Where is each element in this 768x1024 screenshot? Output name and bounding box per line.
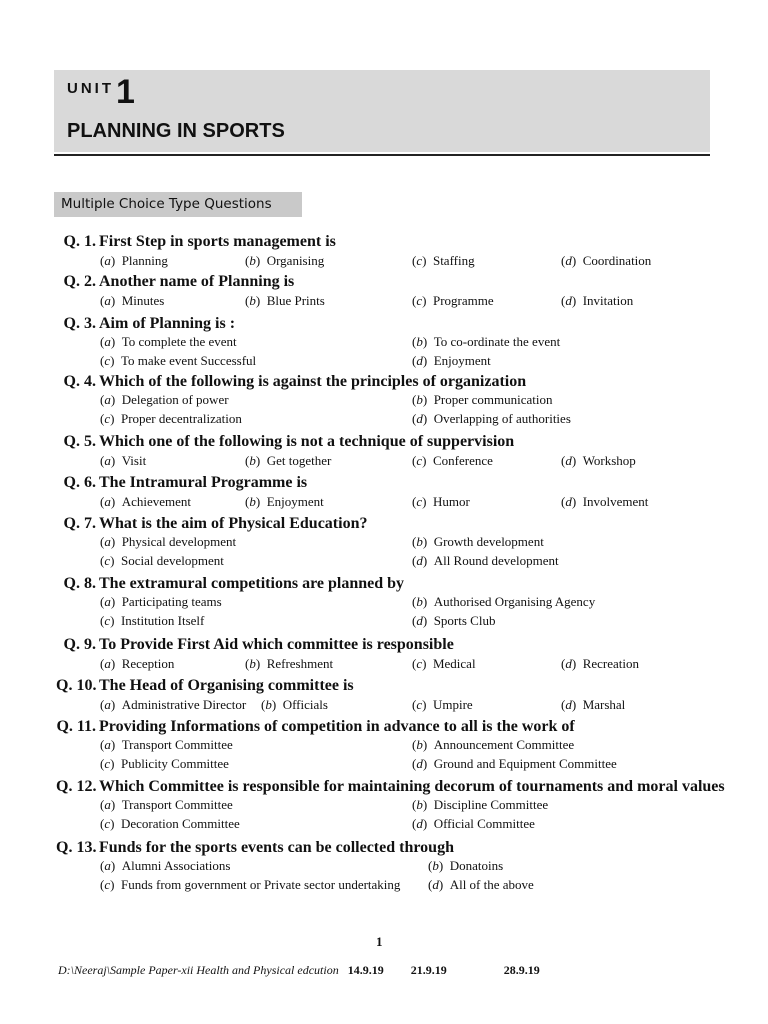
option-letter: b: [416, 737, 423, 752]
option-text: Blue Prints: [266, 293, 325, 308]
option-text: Invitation: [582, 293, 634, 308]
option-text: Administrative Director: [121, 697, 247, 712]
option-letter: d: [416, 756, 423, 771]
option-c: (c) Publicity Committee: [100, 756, 229, 771]
option-text: Medical: [432, 656, 476, 671]
option-text: To make event Successful: [120, 353, 257, 368]
unit-title: PLANNING IN SPORTS: [67, 120, 285, 142]
question-text: What is the aim of Physical Education?: [99, 515, 368, 532]
option-b: (b) Refreshment: [245, 656, 334, 671]
option-a: (a) Visit: [100, 453, 147, 468]
option-b: (b) Get together: [245, 453, 332, 468]
option-letter: b: [416, 534, 423, 549]
option-b: (b) Discipline Committee: [412, 797, 549, 812]
option-a: (a) Achievement: [100, 494, 191, 509]
option-text: Reception: [121, 656, 175, 671]
question-number: Q. 13.: [56, 839, 97, 856]
option-text: Transport Committee: [121, 797, 233, 812]
option-letter: c: [104, 553, 111, 568]
option-text: Physical development: [121, 534, 237, 549]
option-text: Visit: [121, 453, 147, 468]
option-text: Enjoyment: [433, 353, 491, 368]
option-text: Conference: [432, 453, 493, 468]
option-a: (a) Administrative Director: [100, 697, 247, 712]
option-letter: c: [416, 453, 423, 468]
option-text: All of the above: [449, 877, 534, 892]
option-b: (b) Blue Prints: [245, 293, 325, 308]
option-a: (a) Alumni Associations: [100, 858, 231, 873]
option-d: (d) Official Committee: [412, 816, 535, 831]
option-text: Minutes: [121, 293, 165, 308]
option-letter: d: [416, 613, 423, 628]
option-letter: c: [104, 411, 111, 426]
question-text: Another name of Planning is: [99, 273, 295, 290]
option-text: Funds from government or Private sector undertaking: [120, 877, 401, 892]
option-text: All Round development: [433, 553, 559, 568]
option-letter: c: [104, 353, 111, 368]
header-rule: [54, 154, 710, 156]
question-text: First Step in sports management is: [99, 233, 336, 250]
section-heading: Multiple Choice Type Questions: [54, 192, 302, 217]
option-text: Ground and Equipment Committee: [433, 756, 617, 771]
option-d: (d) Coordination: [561, 253, 652, 268]
option-letter: a: [104, 858, 111, 873]
question-number: Q. 3.: [63, 315, 96, 332]
option-text: Social development: [120, 553, 224, 568]
option-letter: c: [416, 494, 423, 509]
option-b: (b) Authorised Organising Agency: [412, 594, 596, 609]
option-a: (a) To complete the event: [100, 334, 237, 349]
option-letter: b: [249, 453, 256, 468]
option-c: (c) Decoration Committee: [100, 816, 240, 831]
option-letter: d: [432, 877, 439, 892]
question-text: Which one of the following is not a technique of suppervision: [99, 433, 515, 450]
option-letter: c: [416, 253, 423, 268]
option-letter: c: [104, 756, 111, 771]
footer-date-1: 14.9.19: [347, 963, 384, 977]
option-letter: c: [416, 697, 423, 712]
option-c: (c) Social development: [100, 553, 224, 568]
option-a: (a) Minutes: [100, 293, 165, 308]
option-letter: a: [104, 594, 111, 609]
option-text: Involvement: [582, 494, 649, 509]
page-footer: [58, 963, 540, 978]
option-text: Recreation: [582, 656, 639, 671]
option-letter: d: [565, 494, 572, 509]
option-letter: c: [104, 613, 111, 628]
option-letter: b: [416, 392, 423, 407]
option-b: (b) Enjoyment: [245, 494, 324, 509]
option-c: (c) Humor: [412, 494, 470, 509]
option-text: Officials: [282, 697, 328, 712]
option-letter: d: [565, 453, 572, 468]
unit-label: UNIT: [67, 80, 114, 97]
question-number: Q. 7.: [63, 515, 96, 532]
option-text: Participating teams: [121, 594, 222, 609]
option-text: Donatoins: [449, 858, 504, 873]
option-text: Proper decentralization: [120, 411, 242, 426]
question-text: The Head of Organising committee is: [99, 677, 354, 694]
question-text: Providing Informations of competition in advance to all is the work of: [99, 718, 575, 735]
option-letter: a: [104, 334, 111, 349]
option-c: (c) Proper decentralization: [100, 411, 242, 426]
question-number: Q. 5.: [63, 433, 96, 450]
option-letter: a: [104, 293, 111, 308]
option-b: (b) Proper communication: [412, 392, 553, 407]
option-text: Transport Committee: [121, 737, 233, 752]
option-c: (c) Funds from government or Private sector undertaking: [100, 877, 401, 892]
option-text: Discipline Committee: [433, 797, 549, 812]
option-letter: a: [104, 494, 111, 509]
page-number: 1: [376, 934, 383, 949]
option-text: Planning: [121, 253, 168, 268]
option-letter: a: [104, 737, 111, 752]
option-text: Announcement Committee: [433, 737, 575, 752]
option-letter: d: [416, 411, 423, 426]
option-b: (b) Announcement Committee: [412, 737, 575, 752]
option-letter: d: [565, 656, 572, 671]
option-letter: b: [416, 797, 423, 812]
option-text: Coordination: [582, 253, 652, 268]
option-d: (d) Marshal: [561, 697, 626, 712]
option-a: (a) Physical development: [100, 534, 237, 549]
question-text: To Provide First Aid which committee is responsible: [99, 636, 454, 653]
option-text: To co-ordinate the event: [433, 334, 561, 349]
option-d: (d) Overlapping of authorities: [412, 411, 571, 426]
option-text: Marshal: [582, 697, 626, 712]
option-letter: c: [104, 816, 111, 831]
option-letter: d: [416, 816, 423, 831]
question-text: Which of the following is against the principles of organization: [99, 373, 527, 390]
option-letter: b: [416, 594, 423, 609]
question-number: Q. 8.: [63, 575, 96, 592]
option-c: (c) Umpire: [412, 697, 473, 712]
option-d: (d) Invitation: [561, 293, 634, 308]
question-text: The Intramural Programme is: [99, 474, 308, 491]
option-text: Alumni Associations: [121, 858, 231, 873]
option-text: Umpire: [432, 697, 473, 712]
option-letter: a: [104, 392, 111, 407]
option-letter: a: [104, 656, 111, 671]
option-a: (a) Delegation of power: [100, 392, 229, 407]
question-text: Aim of Planning is :: [99, 315, 236, 332]
footer-date-2: 21.9.19: [410, 963, 447, 977]
option-letter: d: [416, 553, 423, 568]
question-number: Q. 9.: [63, 636, 96, 653]
footer-date-3: 28.9.19: [503, 963, 540, 977]
question-text: Which Committee is responsible for maintaining decorum of tournaments and moral values: [99, 778, 725, 795]
option-text: Organising: [266, 253, 325, 268]
option-text: Institution Itself: [120, 613, 205, 628]
option-text: Staffing: [432, 253, 475, 268]
option-a: (a) Transport Committee: [100, 797, 233, 812]
option-text: Achievement: [121, 494, 191, 509]
option-letter: d: [416, 353, 423, 368]
question-number: Q. 6.: [63, 474, 96, 491]
option-letter: b: [432, 858, 439, 873]
option-letter: b: [416, 334, 423, 349]
question-text: Funds for the sports events can be collected through: [99, 839, 454, 856]
option-letter: c: [416, 293, 423, 308]
option-text: Decoration Committee: [120, 816, 240, 831]
option-letter: c: [104, 877, 111, 892]
option-text: Proper communication: [433, 392, 553, 407]
option-letter: a: [104, 697, 111, 712]
option-a: (a) Reception: [100, 656, 175, 671]
option-letter: b: [265, 697, 272, 712]
option-b: (b) Officials: [261, 697, 328, 712]
option-b: (b) Donatoins: [428, 858, 504, 873]
option-c: (c) Medical: [412, 656, 476, 671]
option-b: (b) Organising: [245, 253, 325, 268]
option-letter: d: [565, 293, 572, 308]
option-a: (a) Participating teams: [100, 594, 222, 609]
question-text: The extramural competitions are planned by: [99, 575, 405, 592]
option-d: (d) Sports Club: [412, 613, 496, 628]
option-text: Programme: [432, 293, 494, 308]
option-letter: a: [104, 534, 111, 549]
option-letter: a: [104, 253, 111, 268]
question-number: Q. 2.: [63, 273, 96, 290]
option-text: Workshop: [582, 453, 636, 468]
option-text: Overlapping of authorities: [433, 411, 571, 426]
option-d: (d) Enjoyment: [412, 353, 491, 368]
option-letter: b: [249, 293, 256, 308]
option-text: Delegation of power: [121, 392, 229, 407]
option-text: Humor: [432, 494, 470, 509]
option-text: Get together: [266, 453, 332, 468]
option-d: (d) All Round development: [412, 553, 559, 568]
option-d: (d) Workshop: [561, 453, 636, 468]
option-text: Sports Club: [433, 613, 496, 628]
option-letter: c: [416, 656, 423, 671]
option-b: (b) Growth development: [412, 534, 544, 549]
option-a: (a) Transport Committee: [100, 737, 233, 752]
unit-number: 1: [116, 73, 135, 111]
option-letter: a: [104, 453, 111, 468]
option-text: Enjoyment: [266, 494, 324, 509]
option-text: Refreshment: [266, 656, 334, 671]
option-d: (d) Ground and Equipment Committee: [412, 756, 617, 771]
option-text: To complete the event: [121, 334, 237, 349]
question-number: Q. 10.: [56, 677, 97, 694]
question-number: Q. 1.: [63, 233, 96, 250]
option-letter: b: [249, 253, 256, 268]
option-d: (d) Involvement: [561, 494, 649, 509]
footer-path: D:\Neeraj\Sample Paper-xii Health and Physical edcution: [58, 963, 339, 977]
option-a: (a) Planning: [100, 253, 168, 268]
option-letter: b: [249, 656, 256, 671]
option-b: (b) To co-ordinate the event: [412, 334, 561, 349]
option-d: (d) Recreation: [561, 656, 639, 671]
option-text: Growth development: [433, 534, 544, 549]
option-c: (c) To make event Successful: [100, 353, 257, 368]
option-c: (c) Staffing: [412, 253, 475, 268]
option-d: (d) All of the above: [428, 877, 534, 892]
option-letter: a: [104, 797, 111, 812]
option-letter: d: [565, 253, 572, 268]
option-c: (c) Conference: [412, 453, 493, 468]
question-number: Q. 12.: [56, 778, 97, 795]
question-number: Q. 4.: [63, 373, 96, 390]
option-c: (c) Institution Itself: [100, 613, 205, 628]
question-number: Q. 11.: [56, 718, 96, 735]
option-text: Publicity Committee: [120, 756, 229, 771]
option-c: (c) Programme: [412, 293, 494, 308]
option-letter: b: [249, 494, 256, 509]
option-text: Official Committee: [433, 816, 535, 831]
option-text: Authorised Organising Agency: [433, 594, 596, 609]
option-letter: d: [565, 697, 572, 712]
